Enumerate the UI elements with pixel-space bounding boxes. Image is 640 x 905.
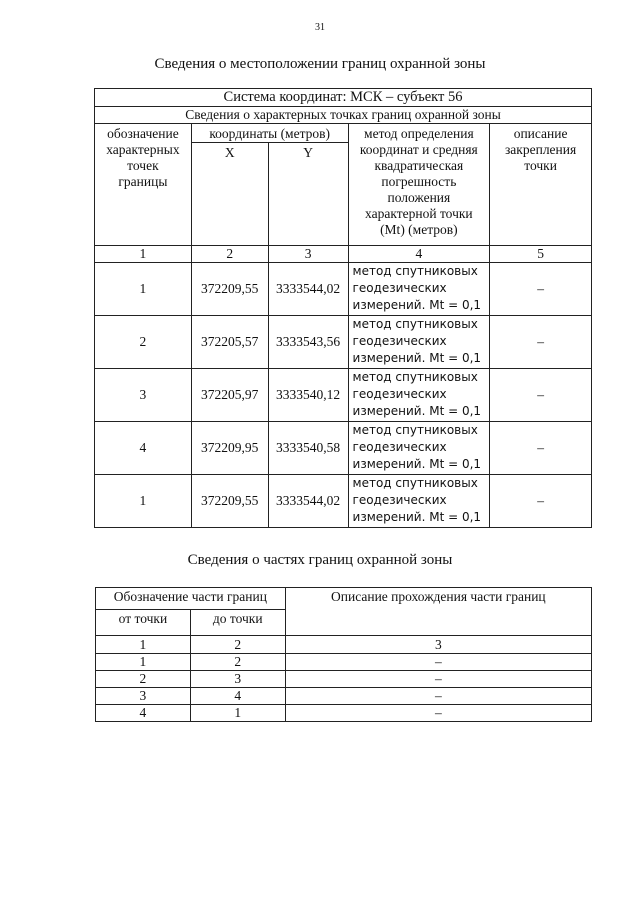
method-cell: метод спутниковых геодезических измерений. Mt = 0,1: [348, 369, 490, 422]
table-row: [96, 654, 592, 671]
to-point: 2: [190, 636, 285, 654]
from-point: 4: [96, 705, 191, 722]
part-description: –: [285, 705, 591, 722]
part-description: 3: [285, 636, 591, 654]
x-value: 372209,95: [191, 422, 268, 475]
point-id: 3: [95, 369, 192, 422]
table-row: [96, 688, 592, 705]
table-row: [96, 705, 592, 722]
table-row: [95, 316, 592, 369]
to-point: 4: [190, 688, 285, 705]
column-number: 4: [348, 246, 490, 263]
point-id: 2: [95, 316, 192, 369]
column-number: 2: [191, 246, 268, 263]
y-value: 3333543,56: [268, 316, 348, 369]
description-value: –: [490, 475, 592, 528]
column-number: 1: [95, 246, 192, 263]
column-number: 3: [268, 246, 348, 263]
part-description: –: [285, 654, 591, 671]
table-row: [96, 636, 592, 654]
y-value: 3333540,58: [268, 422, 348, 475]
to-point: 1: [190, 705, 285, 722]
method-cell: метод спутниковых геодезических измерений. Mt = 0,1: [348, 422, 490, 475]
method-cell: метод спутниковых геодезических измерений. Mt = 0,1: [348, 316, 490, 369]
table-row: [96, 671, 592, 688]
from-point: 1: [96, 654, 191, 671]
description-value: –: [490, 263, 592, 316]
page-number: 31: [315, 22, 325, 33]
part-description: –: [285, 671, 591, 688]
description-value: –: [490, 369, 592, 422]
header-description: описание закрепления точки: [490, 124, 592, 246]
table-row: [95, 369, 592, 422]
point-id: 1: [95, 263, 192, 316]
x-value: 372209,55: [191, 475, 268, 528]
y-value: 3333544,02: [268, 263, 348, 316]
coordinates-table: [94, 88, 592, 528]
from-point: 3: [96, 688, 191, 705]
header-coordinates: координаты (метров): [191, 124, 348, 143]
from-point: 1: [96, 636, 191, 654]
column-number: 5: [490, 246, 592, 263]
coordinate-system-label: Система координат: МСК – субъект 56: [95, 89, 592, 107]
coordinates-table-subtitle: Сведения о характерных точках границ охранной зоны: [95, 107, 592, 124]
to-point: 2: [190, 654, 285, 671]
x-value: 372209,55: [191, 263, 268, 316]
header-method: метод определения координат и средняя квадратическая погрешность положения характерной точки (Mt) (метров): [348, 124, 490, 246]
to-point: 3: [190, 671, 285, 688]
parts-section-title: Сведения о частях границ охранной зоны: [187, 552, 453, 568]
table-row: [95, 475, 592, 528]
description-value: –: [490, 422, 592, 475]
x-value: 372205,57: [191, 316, 268, 369]
header-designation: обозначение характерных точек границы: [95, 124, 192, 246]
table-row: [95, 422, 592, 475]
point-id: 1: [95, 475, 192, 528]
part-description: –: [285, 688, 591, 705]
header-to-point: до точки: [190, 610, 285, 636]
y-value: 3333544,02: [268, 475, 348, 528]
description-value: –: [490, 316, 592, 369]
header-part-description: Описание прохождения части границ: [285, 588, 591, 636]
method-cell: метод спутниковых геодезических измерений. Mt = 0,1: [348, 263, 490, 316]
header-x: X: [191, 143, 268, 246]
header-y: Y: [268, 143, 348, 246]
header-part-designation: Обозначение части границ: [96, 588, 286, 610]
point-id: 4: [95, 422, 192, 475]
table-row: [95, 263, 592, 316]
header-from-point: от точки: [96, 610, 191, 636]
boundary-parts-table: [95, 587, 592, 722]
method-cell: метод спутниковых геодезических измерений. Mt = 0,1: [348, 475, 490, 528]
y-value: 3333540,12: [268, 369, 348, 422]
coordinates-section-title: Сведения о местоположении границ охранной зоны: [154, 56, 486, 72]
from-point: 2: [96, 671, 191, 688]
x-value: 372205,97: [191, 369, 268, 422]
